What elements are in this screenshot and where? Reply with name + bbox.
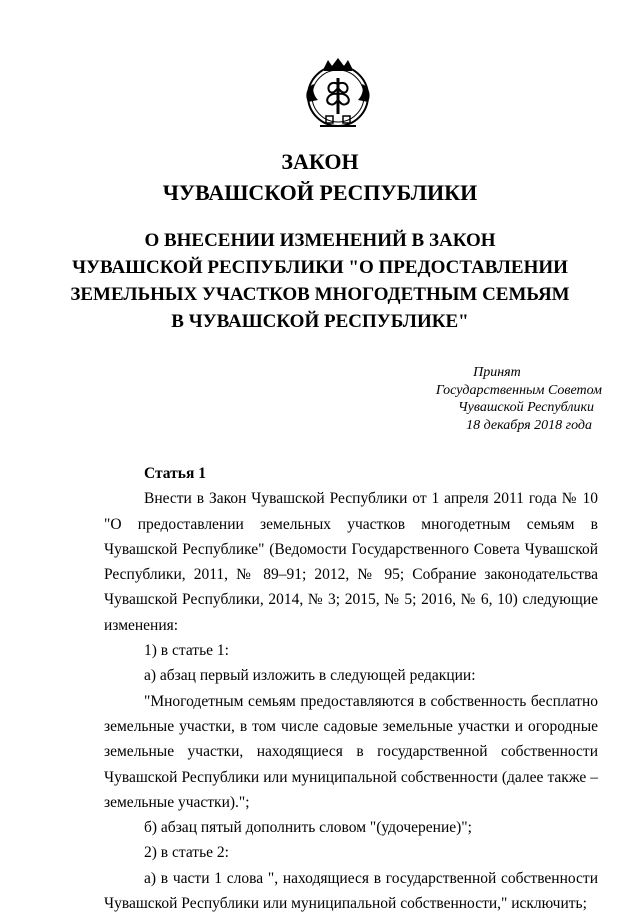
article-paragraph: Внести в Закон Чувашской Республики от 1 апреля 2011 года № 10 "О предоставлении земельных участков многодетным семьям в Чувашской Республике" (Ведомости Государственного Совета Чувашской Республики, 2011, № 89–91; 2012, № 95; Собрание законодательства Чувашской Республики, 2014, № 3; 2015, № 5; 2016, № 6, 10) следующие изменения: [104,490,598,634]
article-paragraph: б) абзац пятый дополнить словом "(удочерение)"; [144,819,472,837]
article-paragraph: а) абзац первый изложить в следующей редакции: [144,667,476,685]
law-subject-line: ЗЕМЕЛЬНЫХ УЧАСТКОВ МНОГОДЕТНЫМ СЕМЬЯМ [70,284,570,305]
law-subject-line: В ЧУВАШСКОЙ РЕСПУБЛИКЕ" [171,311,469,332]
law-subject [70,227,570,335]
adoption-date: 18 декабря 2018 года [466,417,592,433]
law-issuer: ЧУВАШСКОЙ РЕСПУБЛИКИ [162,180,478,205]
law-title: ЗАКОН [281,149,359,174]
adoption-line: Государственным Советом [435,382,602,398]
article-heading: Статья 1 [144,465,206,482]
article-paragraph: 2) в статье 2: [144,844,229,862]
law-subject-line: ЧУВАШСКОЙ РЕСПУБЛИКИ "О ПРЕДОСТАВЛЕНИИ [72,257,568,278]
law-subject-line: О ВНЕСЕНИИ ИЗМЕНЕНИЙ В ЗАКОН [144,230,496,251]
article-paragraph: 1) в статье 1: [144,642,229,660]
article-paragraph: а) в части 1 слова ", находящиеся в государственной собственности Чувашской Республики или муниципальной собственности," исключить; [104,869,598,913]
adoption-line: Чувашской Республики [458,400,594,415]
article-paragraph: "Многодетным семьям предоставляются в собственность бесплатно земельные участки, в том числе садовые земельные участки и огородные земельные участки, находящиеся в государственной собственности Чувашской Республики или муниципальной собственности (далее также – земельные участки)."; [104,692,598,811]
adoption-line: Принят [473,365,521,380]
article-body [104,461,598,916]
adoption-note [436,364,602,434]
coat-of-arms-icon [300,56,376,132]
